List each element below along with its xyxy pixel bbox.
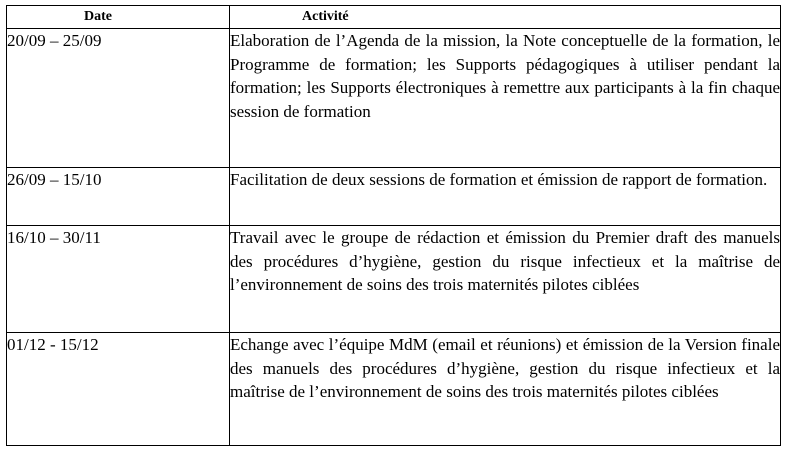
table-row bbox=[7, 333, 781, 446]
table-row bbox=[7, 226, 781, 333]
header-activity: Activité bbox=[230, 6, 781, 29]
header-date: Date bbox=[7, 6, 230, 29]
date-cell: 20/09 – 25/09 bbox=[7, 29, 230, 168]
table-header-row bbox=[7, 6, 781, 29]
activity-cell: Facilitation de deux sessions de formation et émission de rapport de formation. bbox=[230, 168, 781, 226]
date-cell: 16/10 – 30/11 bbox=[7, 226, 230, 333]
table-row bbox=[7, 168, 781, 226]
activity-cell: Travail avec le groupe de rédaction et émission du Premier draft des manuels des procédures d’hygiène, gestion du risque infectieux et la maîtrise de l’environnement de soins des trois maternités pilotes ciblées bbox=[230, 226, 781, 333]
activity-cell: Echange avec l’équipe MdM (email et réunions) et émission de la Version finale des manuels des procédures d’hygiène, gestion du risque infectieux et la maîtrise de l’environnement de soins des trois maternités pilotes ciblées bbox=[230, 333, 781, 446]
activity-schedule-table bbox=[6, 5, 781, 446]
activity-cell: Elaboration de l’Agenda de la mission, la Note conceptuelle de la formation, le Programme de formation; les Supports pédagogiques à utiliser pendant la formation; les Supports électroniques à remettre aux participants à la fin chaque session de formation bbox=[230, 29, 781, 168]
date-cell: 01/12 - 15/12 bbox=[7, 333, 230, 446]
date-cell: 26/09 – 15/10 bbox=[7, 168, 230, 226]
table-row bbox=[7, 29, 781, 168]
